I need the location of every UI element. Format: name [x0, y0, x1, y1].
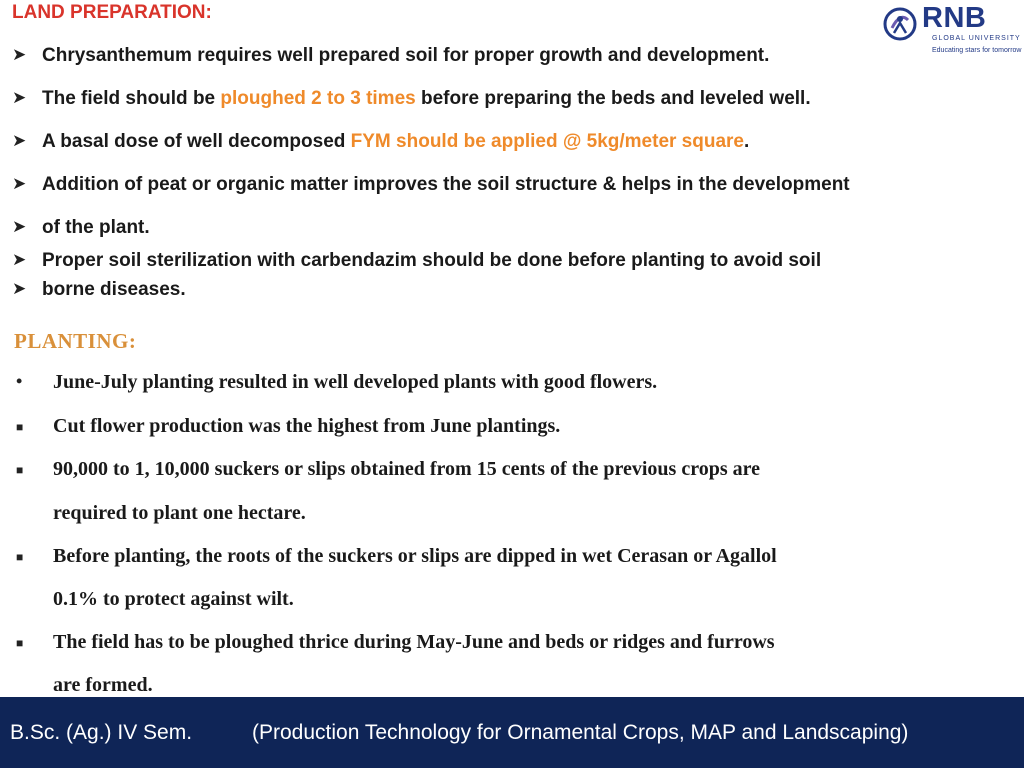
planting-heading: PLANTING: [14, 329, 137, 353]
list-item-text: Before planting, the roots of the suckers or slips are dipped in wet Cerasan or Agallol [53, 545, 777, 567]
highlight-text: FYM should be applied @ 5kg/meter square [350, 131, 744, 152]
list-item-text: required to plant one hectare. [53, 502, 306, 524]
list-item-text: Addition of peat or organic matter improves the soil structure & helps in the development [42, 174, 850, 195]
arrow-bullet-icon: ➤ [12, 174, 27, 194]
list-item-text: June-July planting resulted in well developed plants with good flowers. [53, 371, 658, 393]
logo-subtitle: GLOBAL UNIVERSITY [932, 35, 1021, 42]
list-item-text: The field has to be ploughed thrice during May-June and beds or ridges and furrows [53, 631, 775, 653]
list-item-text: of the plant. [42, 217, 150, 238]
square-bullet-icon: ■ [16, 463, 24, 477]
list-item-text [42, 131, 749, 153]
arrow-bullet-icon: ➤ [12, 88, 27, 108]
list-item-text: Cut flower production was the highest from June plantings. [53, 415, 561, 437]
arrow-bullet-icon: ➤ [12, 45, 27, 65]
arrow-bullet-icon: ➤ [12, 217, 27, 237]
footer-subject: (Production Technology for Ornamental Crops, MAP and Landscaping) [252, 721, 909, 744]
text-after: before preparing the beds and leveled well. [415, 88, 811, 109]
footer-bar [0, 697, 1024, 768]
logo-tagline: Educating stars for tomorrow [932, 47, 1022, 54]
text-before: A basal dose of well decomposed [42, 131, 351, 152]
square-bullet-icon: ■ [16, 636, 24, 650]
arrow-bullet-icon: ➤ [12, 250, 27, 270]
arrow-bullet-icon: ➤ [12, 279, 27, 299]
list-item-text: Proper soil sterilization with carbendazim should be done before planting to avoid soil [42, 250, 822, 271]
list-item-text: borne diseases. [42, 279, 186, 300]
square-bullet-icon: ■ [16, 550, 24, 564]
list-item-text: are formed. [53, 674, 153, 696]
university-logo [882, 4, 1022, 56]
footer-course: B.Sc. (Ag.) IV Sem. [10, 721, 193, 744]
land-preparation-heading: LAND PREPARATION: [12, 2, 212, 23]
arrow-bullet-icon: ➤ [12, 131, 27, 151]
logo-name: RNB [922, 2, 987, 34]
list-item-text [42, 88, 811, 110]
text-after: . [744, 131, 750, 152]
highlight-text: ploughed 2 to 3 times [220, 88, 416, 109]
dot-bullet-icon: • [16, 371, 23, 391]
list-item-text: 0.1% to protect against wilt. [53, 588, 294, 610]
list-item-text: Chrysanthemum requires well prepared soil for proper growth and development. [42, 45, 770, 66]
list-item-text: 90,000 to 1, 10,000 suckers or slips obtained from 15 cents of the previous crops are [53, 458, 761, 480]
logo-emblem-icon [882, 6, 918, 42]
text-before: The field should be [42, 88, 221, 109]
square-bullet-icon: ■ [16, 420, 24, 434]
